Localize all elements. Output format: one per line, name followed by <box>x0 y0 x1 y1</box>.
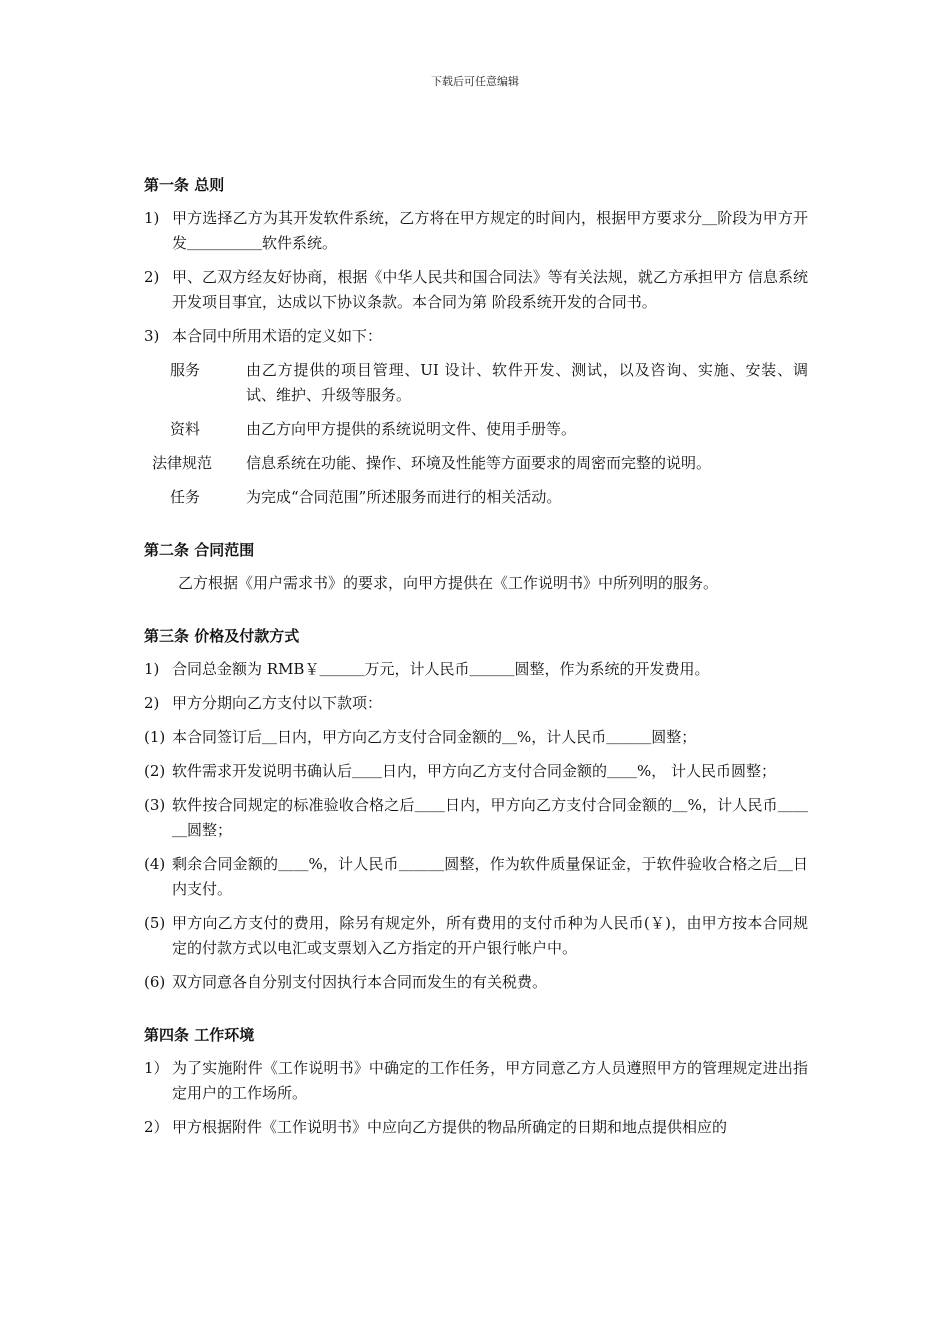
list-item <box>144 911 808 961</box>
definition-term: 任务 <box>170 488 201 506</box>
article-3-title: 第三条 价格及付款方式 <box>144 627 300 645</box>
list-item <box>144 657 808 682</box>
item-text: 合同总金额为 RMB￥＿＿＿万元，计人民币＿＿＿圆整，作为系统的开发费用。 <box>172 660 710 678</box>
item-text: 甲方分期向乙方支付以下款项： <box>172 694 383 712</box>
definition-row <box>144 358 808 408</box>
article-2-title: 第二条 合同范围 <box>144 541 255 559</box>
list-item <box>144 970 808 995</box>
list-item <box>144 324 808 349</box>
article-1-title: 第一条 总则 <box>144 176 225 194</box>
list-item <box>144 206 808 256</box>
list-item <box>144 759 808 784</box>
definition-term: 服务 <box>170 361 201 379</box>
item-number: 2) <box>144 268 160 286</box>
article-2-text: 乙方根据《用户需求书》的要求，向甲方提供在《工作说明书》中所列明的服务。 <box>178 574 719 592</box>
item-number: 2） <box>144 1118 169 1136</box>
contract-body <box>144 172 808 1140</box>
page-header: 下载后可任意编辑 <box>431 75 519 88</box>
item-number: (1) <box>144 728 166 746</box>
item-text: 甲、乙双方经友好协商，根据《中华人民共和国合同法》等有关法规，就乙方承担甲方 信息系统开发项目事宜，达成以下协议条款。本合同为第 阶段系统开发的合同书。 <box>172 268 808 311</box>
item-number: 2) <box>144 694 160 712</box>
definition-row <box>144 417 808 442</box>
item-number: (2) <box>144 762 166 780</box>
item-text: 软件按合同规定的标准验收合格之后＿＿日内，甲方向乙方支付合同金额的＿%，计人民币＿＿＿圆整； <box>172 796 808 839</box>
list-item <box>144 1115 808 1140</box>
item-number: (6) <box>144 973 166 991</box>
list-item <box>144 793 808 843</box>
definition-text: 信息系统在功能、操作、环境及性能等方面要求的周密而完整的说明。 <box>246 454 712 472</box>
list-item <box>144 1056 808 1106</box>
list-item <box>144 725 808 750</box>
item-text: 为了实施附件《工作说明书》中确定的工作任务，甲方同意乙方人员遵照甲方的管理规定进出指定用户的工作场所。 <box>172 1059 808 1102</box>
item-number: 3) <box>144 327 160 345</box>
item-number: (3) <box>144 796 166 814</box>
item-number: 1） <box>144 1059 169 1077</box>
definition-text: 为完成“合同范围”所述服务而进行的相关活动。 <box>246 488 562 506</box>
item-number: 1) <box>144 209 160 227</box>
item-number: 1) <box>144 660 160 678</box>
list-item <box>144 691 808 716</box>
item-number: (5) <box>144 914 166 932</box>
definition-row <box>144 451 808 476</box>
list-item <box>144 265 808 315</box>
definition-row <box>144 485 808 510</box>
definition-text: 由乙方提供的项目管理、UI 设计、软件开发、测试，以及咨询、实施、安装、调试、维护、升级等服务。 <box>246 361 808 404</box>
item-text: 本合同中所用术语的定义如下： <box>172 327 383 345</box>
definition-text: 由乙方向甲方提供的系统说明文件、使用手册等。 <box>246 420 577 438</box>
list-item <box>144 852 808 902</box>
item-text: 剩余合同金额的＿＿%，计人民币＿＿＿圆整，作为软件质量保证金，于软件验收合格之后＿日内支付。 <box>172 855 808 898</box>
definition-term: 资料 <box>170 420 201 438</box>
definition-term: 法律规范 <box>152 454 213 472</box>
item-text: 甲方选择乙方为其开发软件系统，乙方将在甲方规定的时间内，根据甲方要求分＿阶段为甲方开发＿＿＿＿＿软件系统。 <box>172 209 808 252</box>
item-text: 软件需求开发说明书确认后＿＿日内，甲方向乙方支付合同金额的＿＿%， 计人民币圆整； <box>172 762 777 780</box>
item-text: 本合同签订后＿日内，甲方向乙方支付合同金额的＿%，计人民币＿＿＿圆整； <box>172 728 697 746</box>
item-text: 双方同意各自分别支付因执行本合同而发生的有关税费。 <box>172 973 548 991</box>
item-text: 甲方向乙方支付的费用，除另有规定外，所有费用的支付币种为人民币(￥)，由甲方按本合同规定的付款方式以电汇或支票划入乙方指定的开户银行帐户中。 <box>172 914 808 957</box>
article-4-title: 第四条 工作环境 <box>144 1026 255 1044</box>
item-text: 甲方根据附件《工作说明书》中应向乙方提供的物品所确定的日期和地点提供相应的 <box>172 1118 728 1136</box>
item-number: (4) <box>144 855 166 873</box>
